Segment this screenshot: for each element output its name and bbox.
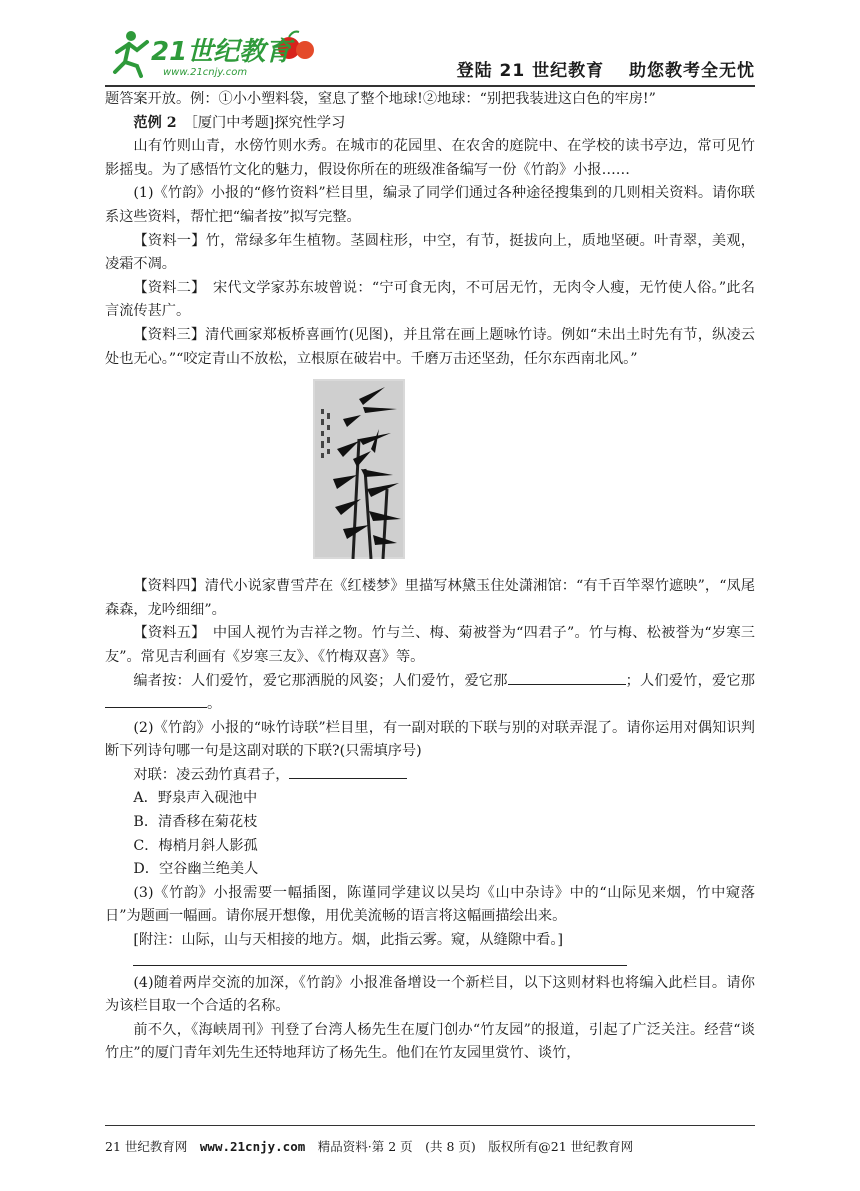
bamboo-painting-image [313, 379, 405, 559]
editor-note: 编者按：人们爱竹，爱它那洒脱的风姿；人们爱竹，爱它那 ；人们爱竹，爱它那。 [105, 670, 755, 717]
example-title: ［厦门中考题]探究性学习 [190, 114, 346, 131]
question-4: (4)随着两岸交流的加深，《竹韵》小报准备增设一个新栏目，以下这则材料也将编入此栏目。请你为该栏目取一个合适的名称。 [105, 974, 755, 1015]
option-a: A．野泉声入砚池中 [133, 790, 258, 807]
option-d: D．空谷幽兰绝美人 [133, 861, 259, 878]
paragraph-intro: 题答案开放。例：①小小塑料袋，窒息了整个地球!②地球：“别把我装进这白色的牢房!” [105, 91, 656, 107]
footer-site-link[interactable]: www.21cnjy.com [199, 1139, 306, 1154]
paragraph-lead: 山有竹则山青，水傍竹则水秀。在城市的花园里、在农舍的庭院中、在学校的读书亭边，常可见竹影摇曳。为了感悟竹文化的魅力，假设你所在的班级准备编写一份《竹韵》小报…… [105, 138, 755, 178]
logo-text: 21世纪教育 [151, 37, 292, 67]
header-divider [105, 85, 755, 87]
question-2: (2)《竹韵》小报的“咏竹诗联”栏目里，有一副对联的下联与别的对联弄混了。请你运用对偶知识判断下列诗句哪一句是这副对联的下联?(只需填序号) [105, 719, 755, 760]
material-3: 【资料三】清代画家郑板桥喜画竹(见图)，并且常在画上题咏竹诗。例如“未出土时先有节，纵凌云处也无心。”“咬定青山不放松，立根原在破岩中。千磨万击还坚劲，任尔东西南北风。” [105, 326, 755, 367]
question-1: (1)《竹韵》小报的“修竹资料”栏目里，编录了同学们通过各种途径搜集到的几则相关资料。请你联系这些资料，帮忙把“编者按”拟写完整。 [105, 185, 755, 225]
answer-line[interactable] [133, 965, 627, 966]
document-body [105, 88, 755, 1066]
footer-left: 21 世纪教育网 [105, 1139, 200, 1154]
annotation-note: [附注：山际，山与天相接的地方。烟，此指云雾。窥，从缝隙中看。] [133, 932, 563, 949]
answer-blank-2[interactable] [105, 693, 207, 708]
answer-blank-1[interactable] [508, 670, 626, 685]
material-2: 【资料二】 宋代文学家苏东坡曾说：“宁可食无肉，不可居无竹，无肉令人瘦，无竹使人俗。”此名言流传甚广。 [105, 279, 755, 320]
footer-divider [105, 1125, 755, 1126]
page-header [105, 20, 755, 84]
logo-url: www.21cnjy.com [163, 67, 248, 78]
material-1: 【资料一】竹，常绿多年生植物。茎圆柱形，中空，有节，挺拔向上，质地坚硬。叶青翠，美观，凌霜不凋。 [105, 232, 755, 273]
example-heading [105, 112, 755, 136]
question-3: (3)《竹韵》小报需要一幅插图，陈谨同学建议以吴均《山中杂诗》中的“山际见来烟，竹中窥落日”为题画一幅画。请你展开想像，用优美流畅的语言将这幅画描绘出来。 [105, 884, 755, 925]
page-footer [105, 1137, 755, 1155]
option-c: C．梅梢月斜人影孤 [133, 837, 258, 854]
footer-right: 精品资料·第 2 页 (共 8 页) 版权所有@21 世纪教育网 [305, 1139, 634, 1154]
material-5: 【资料五】 中国人视竹为吉祥之物。竹与兰、梅、菊被誉为“四君子”。竹与梅、松被誉为“岁寒三友”。常见吉利画有《岁寒三友》、《竹梅双喜》等。 [105, 625, 755, 665]
header-slogan: 登陆 21 世纪教育 助您教考全无忧 [456, 61, 755, 81]
logo-21cnjy [107, 28, 337, 80]
figure-area [105, 379, 755, 569]
paragraph-last: 前不久，《海峡周刊》刊登了台湾人杨先生在厦门创办“竹友园”的报道，引起了广泛关注。经营“谈竹庄”的厦门青年刘先生还特地拜访了杨先生。他们在竹友园里赏竹、谈竹， [105, 1021, 755, 1062]
material-4: 【资料四】清代小说家曹雪芹在《红楼梦》里描写林黛玉住处潇湘馆：“有千百竿翠竹遮映”，“凤尾森森，龙吟细细”。 [105, 578, 755, 618]
answer-blank-3[interactable] [289, 764, 407, 779]
example-label: 范例 2 [133, 114, 177, 131]
option-b: B．清香移在菊花枝 [133, 814, 258, 831]
couplet-line: 对联：凌云劲竹真君子， [105, 764, 755, 788]
